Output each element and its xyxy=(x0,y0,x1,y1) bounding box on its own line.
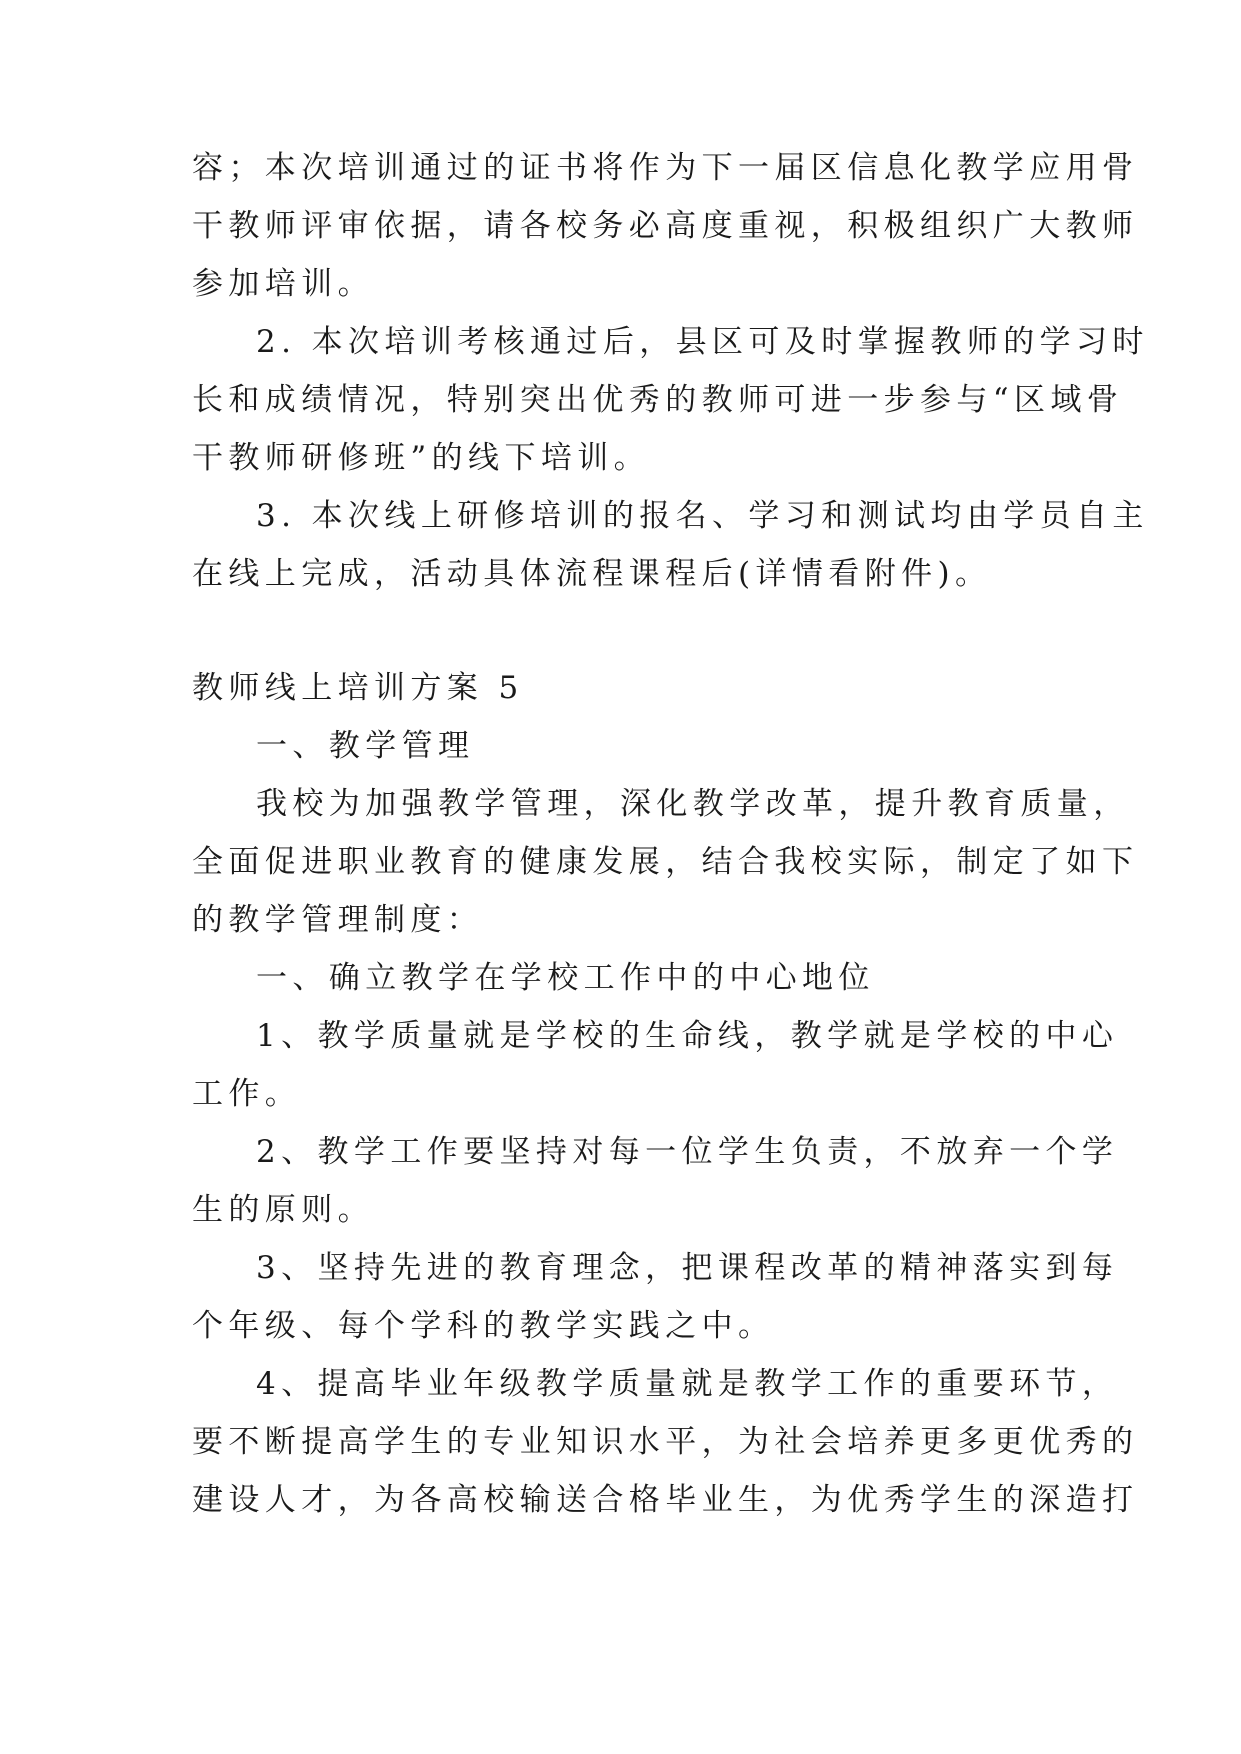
list-item-1: 1、教学质量就是学校的生命线，教学就是学校的中心 xyxy=(256,1018,1119,1054)
text-line: 个年级、每个学科的教学实践之中。 xyxy=(192,1308,775,1344)
text-line: 干教师研修班”的线下培训。 xyxy=(192,440,651,476)
text-line: 3. 本次线上研修培训的报名、学习和测试均由学员自主 xyxy=(256,498,1149,534)
heading-central-status: 一、确立教学在学校工作中的中心地位 xyxy=(256,960,875,996)
text-line: 生的原则。 xyxy=(192,1192,374,1228)
section-title: 教师线上培训方案 5 xyxy=(192,670,524,706)
text-line: 2. 本次培训考核通过后，县区可及时掌握教师的学习时 xyxy=(256,324,1149,360)
text-line: 要不断提高学生的专业知识水平，为社会培养更多更优秀的 xyxy=(192,1424,1139,1460)
text-line: 全面促进职业教育的健康发展，结合我校实际，制定了如下 xyxy=(192,844,1139,880)
text-line: 干教师评审依据，请各校务必高度重视，积极组织广大教师 xyxy=(192,208,1139,244)
text-line: 在线上完成，活动具体流程课程后(详情看附件)。 xyxy=(192,556,992,592)
text-line: 建设人才，为各高校输送合格毕业生，为优秀学生的深造打 xyxy=(192,1482,1139,1518)
text-line: 容；本次培训通过的证书将作为下一届区信息化教学应用骨 xyxy=(192,150,1139,186)
list-item-2: 2、教学工作要坚持对每一位学生负责，不放弃一个学 xyxy=(256,1134,1119,1170)
heading-teaching-management: 一、教学管理 xyxy=(256,728,475,764)
text-line: 的教学管理制度： xyxy=(192,902,484,938)
text-line: 工作。 xyxy=(192,1076,302,1112)
text-line: 我校为加强教学管理，深化教学改革，提升教育质量， xyxy=(256,786,1130,822)
list-item-3: 3、坚持先进的教育理念，把课程改革的精神落实到每 xyxy=(256,1250,1119,1286)
text-line: 长和成绩情况，特别突出优秀的教师可进一步参与“区域骨 xyxy=(192,382,1124,418)
list-item-4: 4、提高毕业年级教学质量就是教学工作的重要环节， xyxy=(256,1366,1119,1402)
text-line: 参加培训。 xyxy=(192,266,374,302)
